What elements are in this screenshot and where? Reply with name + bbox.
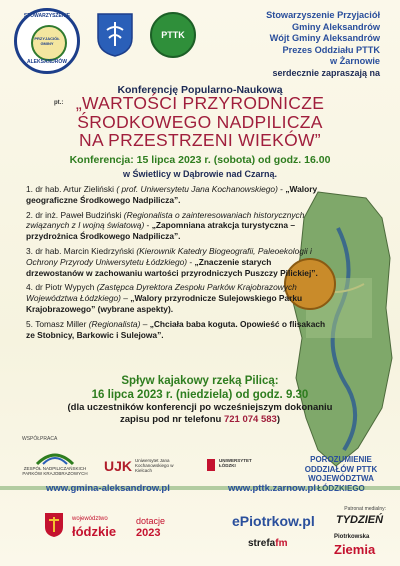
- kayak-date: 16 lipca 2023 r. (niedziela) od godz. 9.30: [91, 389, 309, 401]
- talk-number: 4.: [26, 282, 33, 293]
- title-line: „WARTOŚCI PRZYRODNICZE: [75, 93, 325, 113]
- title-line: ŚRODKOWEGO NADPILICZA: [77, 111, 323, 132]
- coat-of-arms-icon: [96, 12, 134, 58]
- fm-text: fm: [275, 538, 288, 549]
- talk-title: „Walory przyrodnicze Sulejowskiego Parku Krajobrazowego” (wybrane aspekty).: [26, 293, 303, 314]
- conference-type: Konferencję Popularno-Naukową: [117, 84, 283, 96]
- grants-label: dotacje: [136, 516, 166, 526]
- talk-item: [26, 210, 326, 242]
- talks-list: [26, 184, 326, 344]
- organizer-line: Gminy Aleksandrów: [292, 21, 380, 32]
- association-logo-bottom-text: ALEKSANDRÓW: [27, 59, 67, 65]
- agreement-line: ODDZIAŁÓW PTTK: [304, 464, 378, 474]
- talk-speaker: Tomasz Miller: [35, 318, 87, 329]
- title-line: NA PRZESTRZENI WIEKÓW”: [79, 130, 321, 150]
- agreement-line: WOJEWÓDZTWA: [308, 474, 374, 483]
- organizer-line: Wójt Gminy Aleksandrów: [269, 33, 380, 43]
- ul-text: UNIWERSYTET ŁÓDZKI: [219, 458, 252, 468]
- conference-title: [0, 94, 400, 150]
- ul-logo: [206, 458, 266, 472]
- talk-number: 3.: [26, 245, 33, 256]
- agreement-line: POROZUMIENIE: [310, 455, 372, 464]
- zpk-mark-icon: [35, 446, 75, 466]
- talk-separator: –: [120, 293, 131, 304]
- talk-number: 1.: [26, 184, 33, 194]
- zpk-text: ZESPÓŁ NADPILICZAŃSKICH PARKÓW KRAJOBRAZOWYCH: [22, 466, 88, 476]
- phone-number: 721 074 583: [223, 414, 277, 425]
- tydzien-logo: TYDZIEŃ: [336, 514, 384, 526]
- talk-speaker: dr hab. Artur Zieliński: [35, 184, 114, 194]
- talk-item: [26, 282, 326, 314]
- talk-affiliation: (Regionalista o zainteresowaniach historycznych związanych z I wojną światową): [26, 209, 305, 231]
- lodzkie-coat-of-arms-icon: [44, 512, 64, 538]
- talk-title: „Chciała baba koguta. Opowieść o flisakach ze Stobnicy, Barkowic i Sulejowa”.: [26, 318, 326, 340]
- talk-speaker: dr inż. Paweł Budziński: [35, 209, 122, 220]
- region-logo-small: województwo: [72, 516, 108, 522]
- kayak-note-prefix: zapisu pod nr telefonu: [120, 414, 224, 425]
- organizer-line: Stowarzyszenie Przyjaciół: [266, 10, 380, 20]
- gmina-website-link[interactable]: www.gmina-aleksandrow.pl: [46, 483, 170, 494]
- kayak-note-phone-line: [0, 414, 400, 426]
- pttk-logo: PTTK: [150, 12, 196, 58]
- talk-title: „Walory geograficzne Środkowego Nadpilicza”.: [26, 184, 318, 205]
- talk-item: [26, 319, 326, 341]
- media-patronage-label: Patronat medialny:: [344, 506, 386, 512]
- pttk-website-link[interactable]: www.pttk.zarnow.pl: [228, 483, 316, 494]
- organizers: [180, 10, 380, 68]
- cooperation-label: WSPÓŁPRACA: [22, 436, 58, 442]
- talk-number: 5.: [26, 318, 33, 329]
- talk-separator: -: [277, 184, 283, 194]
- talk-item: [26, 184, 326, 206]
- ziemia-small-text: Piotrkowska: [334, 534, 370, 540]
- invite-text: serdecznie zapraszają na: [272, 68, 380, 78]
- talk-separator: –: [140, 318, 150, 329]
- conference-venue: w Świetlicy w Dąbrowie nad Czarną.: [122, 169, 278, 179]
- talk-separator: -: [187, 256, 195, 267]
- talk-item: [26, 246, 326, 278]
- ujk-logo: [104, 458, 184, 474]
- kayak-note-suffix: ): [276, 414, 280, 425]
- association-logo: [14, 8, 80, 74]
- kayak-note: (dla uczestników konferencji po wcześniejszym dokonaniu: [67, 402, 333, 413]
- talk-affiliation: (Regionalista): [88, 318, 141, 329]
- grants-year: 2023: [136, 527, 161, 539]
- kayak-announcement: [0, 374, 400, 426]
- ujk-mark: UJK: [104, 458, 133, 474]
- strefa-fm-logo: [248, 538, 287, 549]
- talk-affiliation: ( prof. Uniwersytetu Jana Kochanowskiego): [116, 184, 278, 194]
- strefa-text: strefa: [248, 538, 276, 549]
- epiotrkow-logo: ePiotrkow.pl: [232, 513, 315, 529]
- talk-affiliation: (Zastępca Dyrektora Zespołu Parków Krajobrazowych Województwa Łódzkiego): [26, 282, 297, 304]
- ul-mark-icon: [206, 458, 216, 472]
- organizer-line: Prezes Oddziału PTTK: [282, 44, 380, 55]
- talk-title: „Znaczenie starych drzewostanów w zachowaniu wartości przyrodniczych Puszczy Pilickiej”.: [26, 256, 318, 278]
- organizer-line: w Żarnowie: [329, 56, 380, 66]
- kayak-heading: Spływ kajakowy rzeką Pilicą:: [121, 375, 279, 387]
- ujk-text: Uniwersytet Jana Kochanowskiego w Kielcach: [135, 458, 174, 473]
- agreement-line: ŁÓDZKIEGO: [317, 483, 365, 493]
- region-logo: łódzkie: [72, 524, 117, 539]
- talk-separator: -: [144, 220, 152, 231]
- zpk-logo: [22, 446, 88, 476]
- conference-date: Konferencja: 15 lipca 2023 r. (sobota) od godz. 16.00: [69, 154, 331, 166]
- talk-title: „Zapomniana atrakcja turystyczna – przydrożnica Środkowego Nadpilicza”.: [26, 220, 296, 242]
- association-logo-center-text: PRZYJACIÓŁ GMINY: [34, 36, 60, 46]
- ziemia-logo: Ziemia: [334, 542, 376, 557]
- association-logo-top-text: STOWARZYSZENIE: [23, 13, 71, 19]
- talk-speaker: dr hab. Marcin Kiedrzyński: [35, 245, 135, 256]
- talk-number: 2.: [26, 209, 33, 220]
- talk-speaker: dr Piotr Wypych: [35, 282, 95, 293]
- title-prefix: pt.:: [54, 100, 64, 106]
- talk-affiliation: (Kierownik Katedry Biogeografii, Paleoekologii i Ochrony Przyrody Uniwersytetu Łódzkiego): [26, 245, 312, 267]
